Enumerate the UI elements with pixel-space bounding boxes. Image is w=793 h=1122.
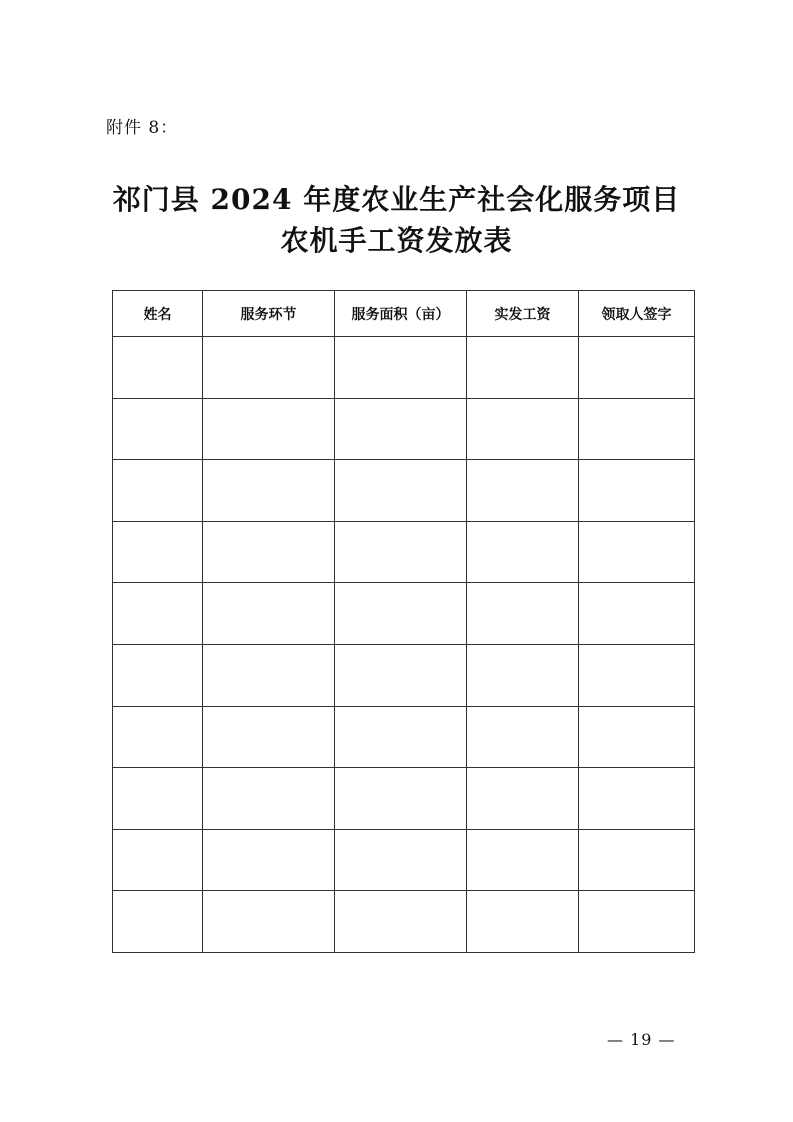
signature-cell — [579, 460, 695, 522]
table-row — [113, 768, 695, 830]
table-row — [113, 398, 695, 460]
table-body — [113, 337, 695, 953]
service-area-cell — [335, 460, 467, 522]
service-area-cell — [335, 829, 467, 891]
name-cell — [113, 644, 203, 706]
document-subtitle: 农机手工资发放表 — [280, 224, 513, 257]
name-cell — [113, 398, 203, 460]
name-cell — [113, 829, 203, 891]
actual-wage-cell — [467, 644, 579, 706]
actual-wage-cell — [467, 891, 579, 953]
page-number: — 19 — — [607, 1030, 676, 1049]
actual-wage-cell — [467, 337, 579, 399]
table-row — [113, 891, 695, 953]
service-stage-cell — [203, 337, 335, 399]
service-stage-cell — [203, 583, 335, 645]
attachment-label: 附件 8： — [106, 118, 179, 138]
signature-cell — [579, 768, 695, 830]
actual-wage-cell — [467, 398, 579, 460]
signature-cell — [579, 337, 695, 399]
actual-wage-cell — [467, 706, 579, 768]
signature-cell — [579, 398, 695, 460]
service-area-cell — [335, 706, 467, 768]
column-header-actual-wage: 实发工资 — [467, 291, 579, 337]
service-stage-cell — [203, 521, 335, 583]
service-stage-cell — [203, 644, 335, 706]
service-stage-cell — [203, 460, 335, 522]
document-title: 祁门县 2024 年度农业生产社会化服务项目 — [112, 183, 681, 216]
column-header-name: 姓名 — [113, 291, 203, 337]
service-area-cell — [335, 398, 467, 460]
service-stage-cell — [203, 891, 335, 953]
actual-wage-cell — [467, 460, 579, 522]
name-cell — [113, 891, 203, 953]
actual-wage-cell — [467, 521, 579, 583]
name-cell — [113, 337, 203, 399]
signature-cell — [579, 891, 695, 953]
signature-cell — [579, 706, 695, 768]
service-area-cell — [335, 644, 467, 706]
payroll-table — [112, 290, 695, 953]
service-stage-cell — [203, 829, 335, 891]
column-header-service-stage: 服务环节 — [203, 291, 335, 337]
actual-wage-cell — [467, 829, 579, 891]
name-cell — [113, 521, 203, 583]
service-area-cell — [335, 337, 467, 399]
service-stage-cell — [203, 768, 335, 830]
name-cell — [113, 768, 203, 830]
table-row — [113, 706, 695, 768]
table-row — [113, 644, 695, 706]
column-header-service-area: 服务面积（亩） — [335, 291, 467, 337]
service-area-cell — [335, 891, 467, 953]
signature-cell — [579, 644, 695, 706]
service-stage-cell — [203, 706, 335, 768]
table-row — [113, 521, 695, 583]
column-header-recipient-signature: 领取人签字 — [579, 291, 695, 337]
table-row — [113, 337, 695, 399]
name-cell — [113, 583, 203, 645]
name-cell — [113, 706, 203, 768]
service-stage-cell — [203, 398, 335, 460]
table-row — [113, 583, 695, 645]
service-area-cell — [335, 583, 467, 645]
signature-cell — [579, 521, 695, 583]
name-cell — [113, 460, 203, 522]
table-row — [113, 460, 695, 522]
table-header-row — [113, 291, 695, 337]
signature-cell — [579, 583, 695, 645]
signature-cell — [579, 829, 695, 891]
actual-wage-cell — [467, 768, 579, 830]
service-area-cell — [335, 768, 467, 830]
actual-wage-cell — [467, 583, 579, 645]
table-row — [113, 829, 695, 891]
service-area-cell — [335, 521, 467, 583]
